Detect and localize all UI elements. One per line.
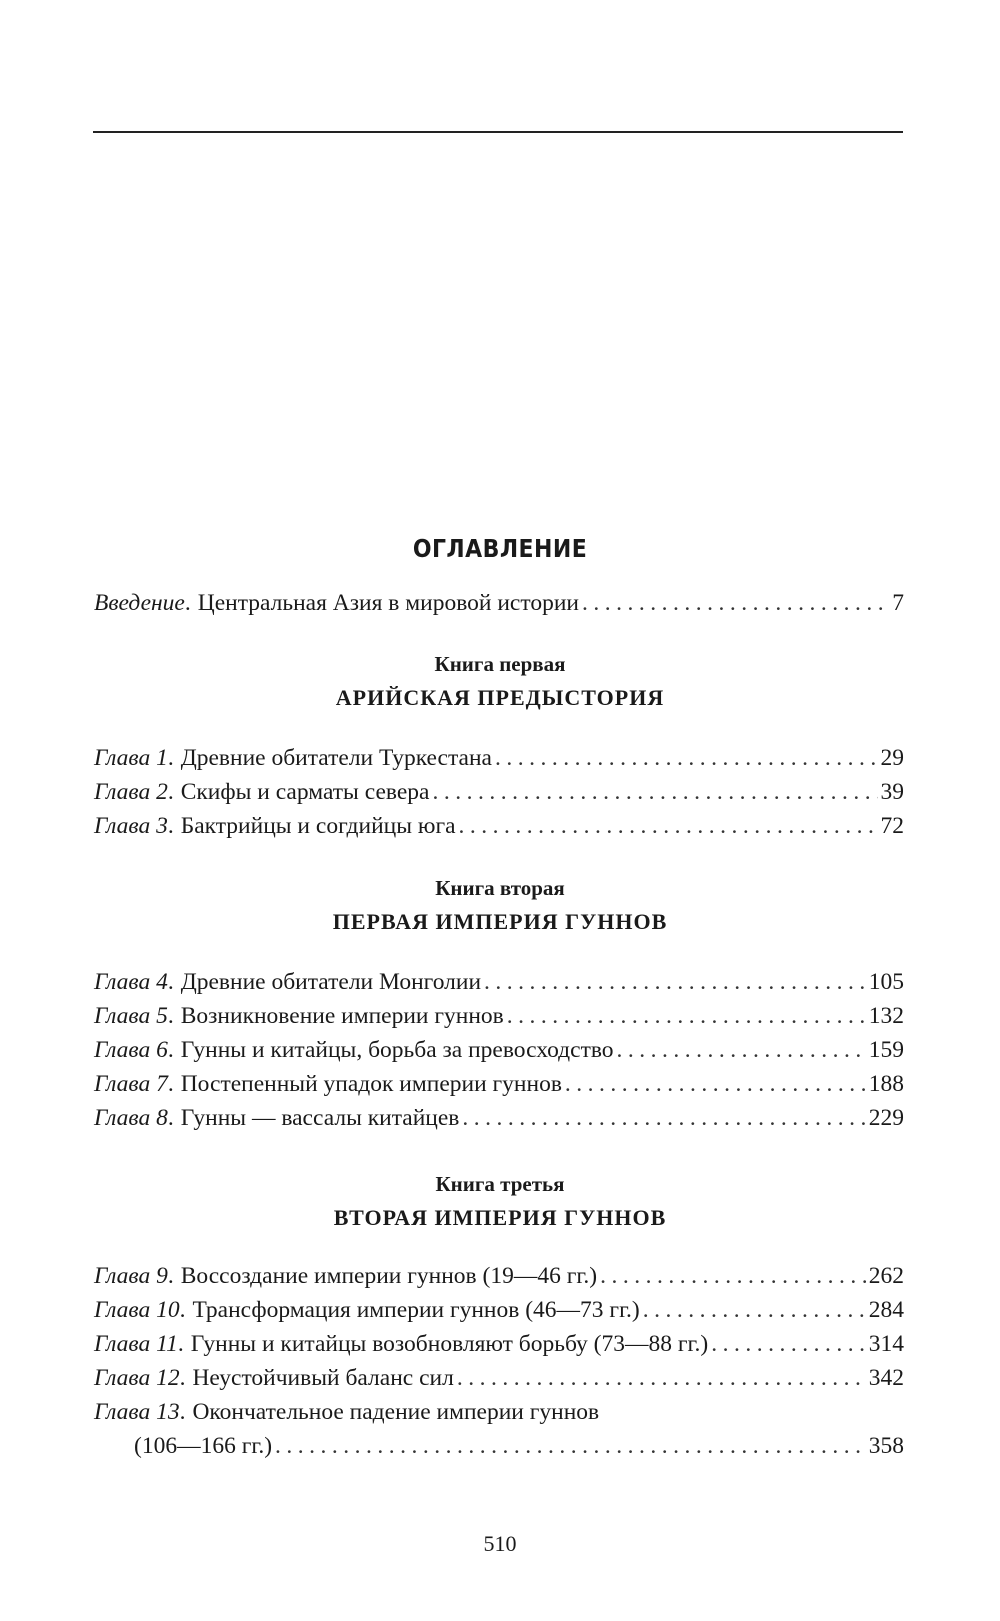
entry-lead: Глава 10 [94,1297,180,1323]
toc-entry-chapter-4[interactable]: Глава 4. Древние обитатели Монголии ..... 105 [94,967,904,997]
page-number: 510 [483,1531,517,1556]
entry-page-number: 229 [868,1105,904,1131]
toc-entry-chapter-2[interactable]: Глава 2. Скифы и сарматы севера ..... 39 [94,777,904,807]
toc-title: ОГЛАВЛЕНИЕ [412,534,588,563]
entry-title-continuation: (106—166 гг.) [134,1433,273,1459]
entry-page-number: 284 [868,1297,904,1323]
leader-dots [711,1329,866,1359]
entry-title: Гунны и китайцы, борьба за превосходство [180,1037,614,1063]
toc-entry-chapter-3[interactable]: Глава 3. Бактрийцы и согдийцы юга ..... 72 [94,811,904,841]
entry-title: Древние обитатели Монголии [180,969,482,995]
entry-lead: Глава 11 [94,1331,178,1357]
leader-dots [459,811,878,841]
entry-title: Трансформация империи гуннов (46—73 гг.) [192,1297,640,1323]
leader-dots [484,967,866,997]
entry-title: Гунны и китайцы возобновляют борьбу (73—88 гг.) [190,1331,709,1357]
entry-page-number: 39 [880,779,904,805]
leader-dots [582,588,889,618]
leader-dots [643,1295,866,1325]
toc-entry-chapter-5[interactable]: Глава 5. Возникновение империи гуннов ..... 132 [94,1001,904,1031]
entry-lead: Глава 7 [94,1071,168,1097]
toc-entry-chapter-1[interactable]: Глава 1. Древние обитатели Туркестана ..... 29 [94,743,904,773]
entry-lead: Глава 1 [94,745,168,771]
toc-entry-chapter-13-continuation[interactable] [134,1431,904,1461]
book-1-title: АРИЙСКАЯ ПРЕДЫСТОРИЯ [335,685,665,710]
entry-page-number: 132 [868,1003,904,1029]
leader-dots [565,1069,866,1099]
entry-title: Возникновение империи гуннов [180,1003,504,1029]
leader-dots [275,1431,866,1461]
entry-lead: Глава 8 [94,1105,168,1131]
entry-lead: Глава 9 [94,1263,168,1289]
entry-title: Скифы и сарматы севера [180,779,430,805]
entry-title: Центральная Азия в мировой истории [197,590,579,616]
entry-title: Гунны — вассалы китайцев [180,1105,460,1131]
toc-entry-chapter-9[interactable]: Глава 9. Воссоздание империи гуннов (19—46 гг.) ..... 262 [94,1261,904,1291]
leader-dots [495,743,878,773]
toc-entry-chapter-11[interactable]: Глава 11. Гунны и китайцы возобновляют борьбу (73—88 гг.) ..... 314 [94,1329,904,1359]
entry-lead: Глава 12 [94,1365,180,1391]
leader-dots [462,1103,865,1133]
entry-title: Окончательное падение империи гуннов [192,1399,600,1425]
book-3-label: Книга третья [435,1172,565,1196]
entry-lead: Введение [94,590,185,616]
toc-entry-chapter-13[interactable]: Глава 13. Окончательное падение империи гуннов [94,1399,600,1425]
toc-entry-chapter-6[interactable]: Глава 6. Гунны и китайцы, борьба за превосходство ..... 159 [94,1035,904,1065]
toc-entry-introduction[interactable]: Введение. Центральная Азия в мировой истории ..... 7 [94,588,904,618]
entry-lead: Глава 6 [94,1037,168,1063]
toc-entry-chapter-8[interactable]: Глава 8. Гунны — вассалы китайцев ..... 229 [94,1103,904,1133]
entry-page-number: 7 [892,590,904,616]
book-2-label: Книга вторая [435,876,565,900]
entry-page-number: 262 [868,1263,904,1289]
entry-title: Бактрийцы и согдийцы юга [180,813,456,839]
entry-page-number: 314 [868,1331,904,1357]
entry-page-number: 72 [880,813,904,839]
entry-page-number: 159 [868,1037,904,1063]
entry-lead: Глава 2 [94,779,168,805]
book-2-title: ПЕРВАЯ ИМПЕРИЯ ГУННОВ [332,909,668,934]
toc-entry-chapter-12[interactable]: Глава 12. Неустойчивый баланс сил ..... 342 [94,1363,904,1393]
toc-entry-chapter-7[interactable]: Глава 7. Постепенный упадок империи гуннов ..... 188 [94,1069,904,1099]
leader-dots [617,1035,866,1065]
entry-title: Древние обитатели Туркестана [180,745,492,771]
entry-page-number: 105 [868,969,904,995]
entry-lead: Глава 3 [94,813,168,839]
entry-lead: Глава 5 [94,1003,168,1029]
entry-lead: Глава 13 [94,1399,180,1425]
entry-page-number: 358 [868,1433,904,1459]
leader-dots [457,1363,866,1393]
entry-page-number: 188 [868,1071,904,1097]
book-1-label: Книга первая [434,652,566,676]
header-rule [93,131,903,133]
entry-title: Постепенный упадок империи гуннов [180,1071,562,1097]
entry-page-number: 29 [880,745,904,771]
entry-title: Воссоздание империи гуннов (19—46 гг.) [180,1263,598,1289]
leader-dots [507,1001,866,1031]
entry-title: Неустойчивый баланс сил [192,1365,454,1391]
leader-dots [600,1261,866,1291]
leader-dots [432,777,877,807]
entry-lead: Глава 4 [94,969,168,995]
entry-page-number: 342 [868,1365,904,1391]
toc-entry-chapter-10[interactable]: Глава 10. Трансформация империи гуннов (46—73 гг.) ..... 284 [94,1295,904,1325]
book-3-title: ВТОРАЯ ИМПЕРИЯ ГУННОВ [333,1205,667,1230]
